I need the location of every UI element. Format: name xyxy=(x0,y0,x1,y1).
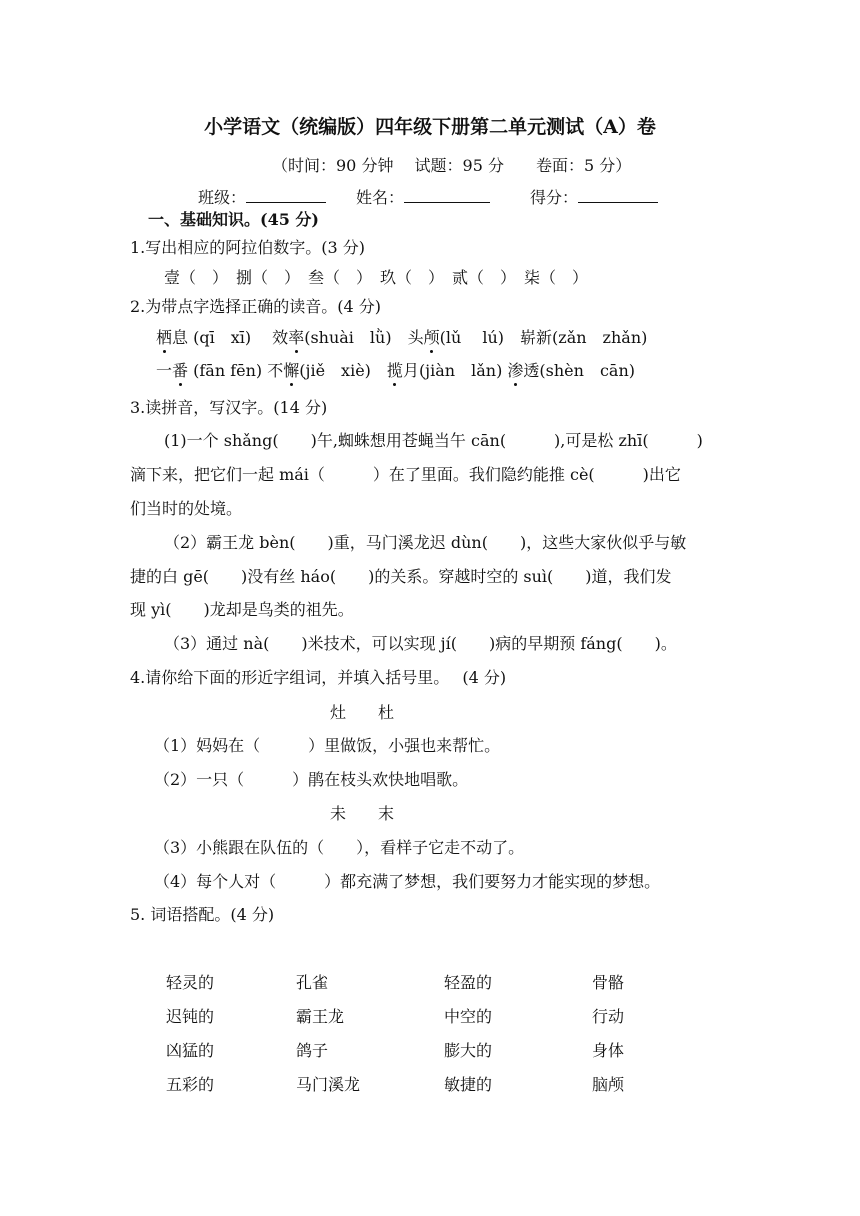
class-field xyxy=(198,187,326,209)
match-word: 脑颅 xyxy=(592,1075,625,1094)
match-word: 孔雀 xyxy=(296,973,329,992)
match-word: 马门溪龙 xyxy=(296,1075,361,1094)
dotted-char: 懈 xyxy=(283,361,300,380)
match-column-1 xyxy=(166,972,214,1108)
question-4-sentence-1: （1）妈妈在（ ）里做饭，小强也来帮忙。 xyxy=(154,736,501,755)
question-1-prompt: 1.写出相应的阿拉伯数字。(3 分) xyxy=(130,238,366,257)
reading-text: 月(jiàn lǎn) xyxy=(402,361,508,380)
reading-text: (shuài lǜ) 头 xyxy=(304,328,424,347)
section-heading: 一、基础知识。(45 分) xyxy=(148,210,319,229)
question-3-para-2-line-2: 捷的白 gē( )没有丝 háo( )的关系。穿越时空的 suì( )道，我们发 xyxy=(130,567,672,586)
score-label: 得分： xyxy=(530,188,579,207)
question-1-items: 壹（ ） 捌（ ） 叁（ ） 玖（ ） 贰（ ） 柒（ ） xyxy=(164,268,589,287)
match-word: 凶猛的 xyxy=(166,1041,215,1060)
class-blank[interactable] xyxy=(246,188,326,203)
question-3-prompt: 3.读拼音，写汉字。(14 分) xyxy=(130,398,328,417)
name-label: 姓名： xyxy=(356,188,405,207)
question-2-row-2 xyxy=(156,360,635,382)
name-blank[interactable] xyxy=(404,188,490,203)
page-title: 小学语文（统编版）四年级下册第二单元测试（A）卷 xyxy=(204,116,656,138)
match-word: 鸽子 xyxy=(296,1041,329,1060)
match-word: 膨大的 xyxy=(444,1041,493,1060)
question-2-prompt: 2.为带点字选择正确的读音。(4 分) xyxy=(130,297,382,316)
question-3-para-2-line-1: （2）霸王龙 bèn( )重，马门溪龙迟 dùn( )，这些大家伙似乎与敏 xyxy=(164,533,687,552)
reading-text: 一 xyxy=(156,361,173,380)
reading-text: 透(shèn cān) xyxy=(523,361,636,380)
question-5-prompt: 5. 词语搭配。(4 分) xyxy=(130,905,275,924)
match-word: 骨骼 xyxy=(592,973,625,992)
name-field xyxy=(356,187,490,209)
score-blank[interactable] xyxy=(578,188,658,203)
match-column-3 xyxy=(444,972,492,1108)
match-word: 敏捷的 xyxy=(444,1075,493,1094)
reading-text: (fān fēn) 不 xyxy=(188,361,284,380)
reading-text: 息 (qī xī) 效 xyxy=(172,328,289,347)
dotted-char: 颅 xyxy=(423,328,440,347)
match-word: 五彩的 xyxy=(166,1075,215,1094)
question-4-prompt: 4.请你给下面的形近字组词，并填入括号里。 (4 分) xyxy=(130,668,507,687)
question-2-row-1 xyxy=(156,327,647,349)
dotted-char: 揽 xyxy=(386,361,403,380)
exam-meta: （时间：90 分钟 试题：95 分 卷面：5 分） xyxy=(272,156,632,175)
match-word: 轻灵的 xyxy=(166,973,215,992)
match-word: 轻盈的 xyxy=(444,973,493,992)
question-3-para-3-line-1: （3）通过 nà( )米技术，可以实现 jí( )病的早期预 fáng( )。 xyxy=(164,634,677,653)
question-3-para-1-line-2: 滴下来，把它们一起 mái（ ）在了里面。我们隐约能推 cè( )出它 xyxy=(130,465,681,484)
question-3-para-1-line-3: 们当时的处境。 xyxy=(130,499,243,518)
dotted-char: 栖 xyxy=(156,328,173,347)
reading-text: (lǔ lú) 崭新(zǎn zhǎn) xyxy=(439,328,648,347)
question-4-sentence-4: （4）每个人对（ ）都充满了梦想，我们要努力才能实现的梦想。 xyxy=(154,872,661,891)
question-4-sentence-2: （2）一只（ ）鹃在枝头欢快地唱歌。 xyxy=(154,770,469,789)
class-label: 班级： xyxy=(198,188,247,207)
question-4-sentence-3: （3）小熊跟在队伍的（ ），看样子它走不动了。 xyxy=(154,838,525,857)
match-word: 霸王龙 xyxy=(296,1007,345,1026)
reading-text: (jiě xiè) xyxy=(299,361,387,380)
dotted-char: 率 xyxy=(288,328,305,347)
match-word: 身体 xyxy=(592,1041,625,1060)
score-field xyxy=(530,187,658,209)
question-3-para-2-line-3: 现 yì( )龙却是鸟类的祖先。 xyxy=(130,600,354,619)
dotted-char: 番 xyxy=(172,361,189,380)
char-pair-1: 灶 杜 xyxy=(330,703,395,722)
match-column-2 xyxy=(296,972,360,1108)
dotted-char: 渗 xyxy=(507,361,524,380)
match-column-4 xyxy=(592,972,624,1108)
match-word: 中空的 xyxy=(444,1007,493,1026)
match-word: 行动 xyxy=(592,1007,625,1026)
question-3-para-1-line-1: (1)一个 shǎng( )午,蜘蛛想用苍蝇当午 cān( ),可是松 zhī( ) xyxy=(164,431,703,450)
match-word: 迟钝的 xyxy=(166,1007,215,1026)
char-pair-2: 未 末 xyxy=(330,804,395,823)
